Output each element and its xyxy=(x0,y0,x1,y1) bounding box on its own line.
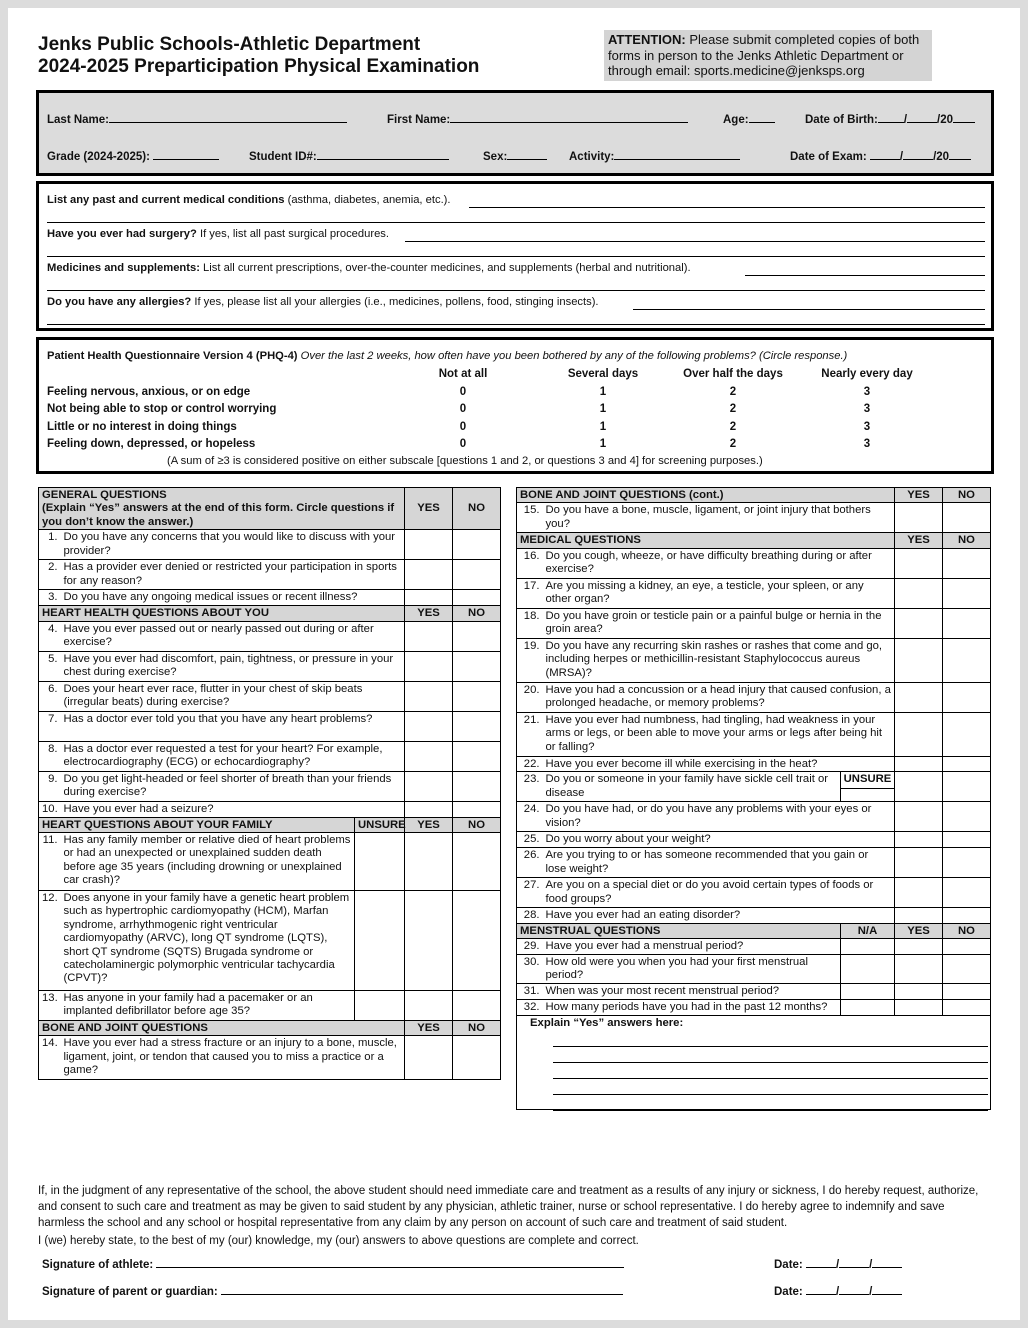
section-header-row xyxy=(517,923,991,938)
yes-answer-cell[interactable] xyxy=(895,772,943,802)
question-text: Do you have had, or do you have any problems with your eyes or vision? xyxy=(543,802,895,832)
question-number: 6. xyxy=(39,681,61,711)
phq4-response-option[interactable]: 2 xyxy=(729,437,737,450)
column-header: NO xyxy=(453,817,501,832)
question-text: How many periods have you had in the past 12 months? xyxy=(543,999,841,1015)
athlete-signature-label: Signature of athlete: xyxy=(42,1259,154,1271)
yes-answer-cell[interactable] xyxy=(405,741,453,771)
question-row xyxy=(39,1036,501,1080)
yes-answer-cell[interactable] xyxy=(895,832,943,848)
no-answer-cell[interactable] xyxy=(453,833,501,891)
question-row xyxy=(517,878,991,908)
phq4-response-option[interactable]: 0 xyxy=(459,386,467,398)
no-answer-cell[interactable] xyxy=(943,503,991,533)
question-text: Has anyone in your family had a pacemaker or an implanted defibrillator before age 35? xyxy=(61,991,355,1021)
no-answer-cell[interactable] xyxy=(943,999,991,1015)
question-text: Are you trying to or has someone recommended that you gain or lose weight? xyxy=(543,848,895,878)
yes-answer-cell[interactable] xyxy=(405,991,453,1021)
yes-answer-cell[interactable] xyxy=(405,560,453,590)
yes-answer-cell[interactable] xyxy=(895,548,943,578)
column-header: NO xyxy=(453,488,501,530)
attention-notice xyxy=(604,30,932,81)
question-text: Does anyone in your family have a genetic heart problem such as hypertrophic cardiomyopathy (HCM), Marfan syndrome, arrhythmogenic right ventricular cardiomyopathy (ARVC), long QT syndrome (LQTS), short QT syndrome (SQTS) Brugada syndrome or catecholaminergic polymorphic ventricular tachycardia (CPVT)? xyxy=(61,891,355,991)
activity-label: Activity: xyxy=(569,151,615,163)
question-number: 26. xyxy=(517,848,543,878)
last-name-field[interactable] xyxy=(47,111,347,126)
left-questions-table xyxy=(38,487,501,1080)
question-row xyxy=(517,756,991,771)
grade-label: Grade (2024-2025): xyxy=(47,151,150,163)
section-title: BONE AND JOINT QUESTIONS (cont.) xyxy=(517,488,895,503)
general-questions-title: GENERAL QUESTIONS (Explain “Yes” answers at the end of this form. Circle questions if you don’t know the answer.) xyxy=(39,488,405,530)
medicines-prompt: Medicines and supplements: List all current prescriptions, over-the-counter medicines, and supplements (herbal and nutritional). xyxy=(47,262,691,274)
student-info-box xyxy=(36,90,994,176)
yes-answer-cell[interactable] xyxy=(895,908,943,923)
section-header-row xyxy=(517,488,991,503)
grade-field[interactable] xyxy=(47,148,219,163)
dob-field[interactable]: Date of Birth: / /20 xyxy=(805,111,975,126)
section-header-row xyxy=(39,1021,501,1036)
question-row xyxy=(39,991,501,1021)
statement-line: I (we) hereby state, to the best of my (our) knowledge, my (our) answers to above questions are complete and correct. xyxy=(38,1235,639,1247)
question-row xyxy=(39,711,501,741)
form-page xyxy=(8,8,1020,1320)
phq4-column-header: Several days xyxy=(567,368,639,380)
no-answer-cell[interactable] xyxy=(943,848,991,878)
phq4-box xyxy=(36,337,994,474)
question-text: Has a doctor ever told you that you have any heart problems? xyxy=(61,711,405,741)
no-answer-cell[interactable] xyxy=(943,682,991,712)
question-text: Have you ever become ill while exercising in the heat? xyxy=(543,756,895,771)
question-row xyxy=(517,772,991,802)
column-header: NO xyxy=(943,923,991,938)
phq4-response-option[interactable]: 1 xyxy=(599,420,607,433)
question-text: Have you had a concussion or a head injury that caused confusion, a prolonged headache, or memory problems? xyxy=(543,682,895,712)
activity-field[interactable] xyxy=(569,148,740,163)
question-text: Do you have any ongoing medical issues or recent illness? xyxy=(61,590,405,606)
question-row xyxy=(39,590,501,606)
question-row xyxy=(517,848,991,878)
question-row xyxy=(517,955,991,984)
question-text: Do you or someone in your family have sickle cell trait or disease xyxy=(543,772,841,802)
yes-answer-cell[interactable] xyxy=(895,578,943,608)
question-text: Do you cough, wheeze, or have difficulty breathing during or after exercise? xyxy=(543,548,895,578)
no-answer-cell[interactable] xyxy=(943,939,991,955)
question-number: 14. xyxy=(39,1036,61,1080)
question-number: 15. xyxy=(517,503,543,533)
question-row xyxy=(39,771,501,801)
yes-answer-cell[interactable] xyxy=(895,983,943,999)
question-number: 7. xyxy=(39,711,61,741)
question-number: 24. xyxy=(517,802,543,832)
question-number: 8. xyxy=(39,741,61,771)
column-header: YES xyxy=(895,488,943,503)
sex-field[interactable] xyxy=(483,148,547,163)
phq4-response-option[interactable]: 0 xyxy=(459,420,467,433)
column-header: NO xyxy=(453,1021,501,1036)
question-text: Has a provider ever denied or restricted your participation in sports for any reason? xyxy=(61,560,405,590)
surgery-line-2[interactable] xyxy=(47,256,985,257)
phq4-response-option[interactable]: 3 xyxy=(863,420,871,433)
question-text: How old were you when you had your first menstrual period? xyxy=(543,955,841,984)
no-answer-cell[interactable] xyxy=(943,878,991,908)
yes-answer-cell[interactable] xyxy=(895,999,943,1015)
question-row xyxy=(517,939,991,955)
phq4-response-option[interactable]: 3 xyxy=(863,386,871,398)
no-answer-cell[interactable] xyxy=(943,548,991,578)
question-number: 1. xyxy=(39,530,61,560)
question-row xyxy=(39,681,501,711)
yes-answer-cell[interactable] xyxy=(895,939,943,955)
section-title: BONE AND JOINT QUESTIONS xyxy=(39,1021,405,1036)
explain-line[interactable] xyxy=(553,1094,988,1095)
last-name-label: Last Name: xyxy=(47,114,109,126)
yes-answer-cell[interactable] xyxy=(405,771,453,801)
section-title: MENSTRUAL QUESTIONS xyxy=(517,923,841,938)
na-answer-cell[interactable] xyxy=(841,939,895,955)
column-header: N/A xyxy=(841,923,895,938)
question-text: Do you have groin or testicle pain or a painful bulge or hernia in the groin area? xyxy=(543,608,895,638)
phq4-column-header: Over half the days xyxy=(683,368,783,380)
phq4-response-option[interactable]: 2 xyxy=(729,403,737,416)
no-answer-cell[interactable] xyxy=(453,590,501,606)
question-text: Have you ever had numbness, had tingling, had weakness in your arms or legs, or been able to move your arms or legs after being hit or falling? xyxy=(543,712,895,756)
question-text: Does your heart ever race, flutter in your chest of skip beats (irregular beats) during exercise? xyxy=(61,681,405,711)
athlete-date-field[interactable]: Date: / / xyxy=(774,1256,902,1271)
age-label: Age: xyxy=(723,114,749,126)
yes-answer-cell[interactable] xyxy=(895,503,943,533)
attention-text: Please submit completed copies of both forms in person to the Jenks Athletic Department or through email: sports.medicine@jenksps.org xyxy=(608,32,920,78)
medical-history-box xyxy=(36,181,994,331)
column-header: YES xyxy=(895,923,943,938)
question-text: When was your most recent menstrual period? xyxy=(543,983,841,999)
question-number: 11. xyxy=(39,833,61,891)
question-text: Do you get light-headed or feel shorter of breath than your friends during exercise? xyxy=(61,771,405,801)
question-text: Have you ever had a seizure? xyxy=(61,801,405,817)
yes-answer-cell[interactable] xyxy=(405,651,453,681)
section-header-row xyxy=(39,606,501,621)
phq4-response-option[interactable]: 0 xyxy=(459,437,467,450)
explain-yes-area[interactable] xyxy=(517,1015,991,1109)
no-answer-cell[interactable] xyxy=(943,802,991,832)
no-answer-cell[interactable] xyxy=(943,983,991,999)
yes-answer-cell[interactable] xyxy=(895,848,943,878)
question-row xyxy=(39,530,501,560)
question-number: 20. xyxy=(517,682,543,712)
no-answer-cell[interactable] xyxy=(453,560,501,590)
phq4-response-option[interactable]: 1 xyxy=(599,437,607,450)
no-answer-cell[interactable] xyxy=(453,741,501,771)
title-line-1: Jenks Public Schools-Athletic Department xyxy=(38,34,421,55)
question-number: 13. xyxy=(39,991,61,1021)
phq4-response-option[interactable]: 0 xyxy=(459,403,467,416)
no-answer-cell[interactable] xyxy=(943,578,991,608)
yes-answer-cell[interactable] xyxy=(405,530,453,560)
surgery-prompt: Have you ever had surgery? If yes, list all past surgical procedures. xyxy=(47,228,389,240)
question-row xyxy=(517,712,991,756)
unsure-answer-cell[interactable] xyxy=(355,833,405,891)
question-text: Do you have any concerns that you would like to discuss with your provider? xyxy=(61,530,405,560)
phq4-row-label: Feeling nervous, anxious, or on edge xyxy=(47,386,251,398)
no-answer-cell[interactable] xyxy=(453,711,501,741)
question-text: Do you have any recurring skin rashes or rashes that come and go, including herpes or methicillin-resistant Staphylococcus aureus (MRSA)? xyxy=(543,638,895,682)
yes-answer-cell[interactable] xyxy=(405,681,453,711)
exam-date-label: Date of Exam: xyxy=(790,151,867,163)
phq4-row-label: Feeling down, depressed, or hopeless xyxy=(47,437,256,450)
unsure-label: UNSURE xyxy=(841,772,894,788)
consent-paragraph: If, in the judgment of any representative of the school, the above student should need immediate care and treatment as a results of any injury or sickness, I do hereby request, authorize, and consent to such care and treatment as may be given to said student by any physician, athletic trainer, nurse or school representative. I do hereby agree to indemnify and save harmless the school and any school or hospital representative from any claim by any person on account of such care and treatment of said student. xyxy=(38,1185,979,1229)
medicines-line-1[interactable] xyxy=(745,275,985,276)
na-answer-cell[interactable] xyxy=(841,999,895,1015)
dob-label: Date of Birth: xyxy=(805,114,878,126)
question-row xyxy=(517,578,991,608)
yes-answer-cell[interactable] xyxy=(405,711,453,741)
athlete-signature-field[interactable] xyxy=(42,1256,624,1271)
section-header-row xyxy=(39,488,501,530)
question-row xyxy=(39,801,501,817)
question-number: 3. xyxy=(39,590,61,606)
question-text: Have you ever had discomfort, pain, tightness, or pressure in your chest during exercise? xyxy=(61,651,405,681)
yes-answer-cell[interactable] xyxy=(895,682,943,712)
question-text: Has any family member or relative died of heart problems or had an unexpected or unexplained sudden death before age 35 years (including drowning or unexplained car crash)? xyxy=(61,833,355,891)
question-number: 17. xyxy=(517,578,543,608)
allergies-line-2[interactable] xyxy=(47,324,985,325)
question-number: 2. xyxy=(39,560,61,590)
form-title xyxy=(38,34,479,78)
question-number: 28. xyxy=(517,908,543,923)
question-number: 18. xyxy=(517,608,543,638)
no-answer-cell[interactable] xyxy=(453,681,501,711)
explain-line[interactable] xyxy=(553,1110,988,1111)
yes-answer-cell[interactable] xyxy=(895,878,943,908)
phq4-row-label: Little or no interest in doing things xyxy=(47,420,237,433)
question-number: 31. xyxy=(517,983,543,999)
sex-label: Sex: xyxy=(483,151,508,163)
parent-date-field[interactable]: Date: / / xyxy=(774,1283,902,1298)
surgery-line-1[interactable] xyxy=(405,241,985,242)
question-row xyxy=(517,638,991,682)
question-row xyxy=(39,560,501,590)
phq4-response-option[interactable]: 1 xyxy=(599,403,607,416)
question-text: Are you missing a kidney, an eye, a testicle, your spleen, or any other organ? xyxy=(543,578,895,608)
column-header: NO xyxy=(943,533,991,548)
question-number: 19. xyxy=(517,638,543,682)
student-id-label: Student ID#: xyxy=(249,151,317,163)
no-answer-cell[interactable] xyxy=(453,801,501,817)
phq4-column-header: Nearly every day xyxy=(821,368,913,380)
title-line-2: 2024-2025 Preparticipation Physical Examination xyxy=(38,56,480,77)
no-answer-cell[interactable] xyxy=(453,891,501,991)
question-row xyxy=(517,983,991,999)
phq4-response-option[interactable]: 2 xyxy=(729,420,737,433)
question-row xyxy=(39,833,501,891)
no-answer-cell[interactable] xyxy=(943,772,991,802)
question-number: 5. xyxy=(39,651,61,681)
yes-answer-cell[interactable] xyxy=(405,891,453,991)
question-row xyxy=(517,548,991,578)
explain-line[interactable] xyxy=(553,1062,988,1063)
question-text: Have you ever had a menstrual period? xyxy=(543,939,841,955)
no-answer-cell[interactable] xyxy=(453,651,501,681)
yes-answer-cell[interactable] xyxy=(895,802,943,832)
parent-date-label: Date: xyxy=(774,1286,803,1298)
yes-answer-cell[interactable] xyxy=(895,638,943,682)
question-row xyxy=(517,608,991,638)
no-answer-cell[interactable] xyxy=(453,1036,501,1080)
question-text: Do you worry about your weight? xyxy=(543,832,895,848)
explain-label: Explain “Yes” answers here: xyxy=(530,1016,684,1029)
explain-line[interactable] xyxy=(553,1046,988,1047)
column-header: UNSURE xyxy=(355,817,405,832)
conditions-line-1[interactable] xyxy=(469,207,985,208)
question-row xyxy=(517,908,991,923)
question-row xyxy=(39,651,501,681)
phq4-column-header: Not at all xyxy=(438,368,488,380)
question-row xyxy=(39,621,501,651)
column-header: YES xyxy=(405,817,453,832)
question-row xyxy=(517,832,991,848)
conditions-line-2[interactable] xyxy=(47,222,985,223)
phq4-response-option[interactable]: 3 xyxy=(863,403,871,416)
no-answer-cell[interactable] xyxy=(943,756,991,771)
athlete-date-label: Date: xyxy=(774,1259,803,1271)
question-number: 32. xyxy=(517,999,543,1015)
no-answer-cell[interactable] xyxy=(453,991,501,1021)
no-answer-cell[interactable] xyxy=(943,608,991,638)
first-name-label: First Name: xyxy=(387,114,451,126)
no-answer-cell[interactable] xyxy=(453,530,501,560)
no-answer-cell[interactable] xyxy=(453,771,501,801)
phq4-row-label: Not being able to stop or control worrying xyxy=(47,403,277,416)
question-number: 4. xyxy=(39,621,61,651)
question-text: Have you ever had an eating disorder? xyxy=(543,908,895,923)
right-questions-table xyxy=(516,487,991,1110)
phq4-response-option[interactable]: 2 xyxy=(729,386,737,398)
question-number: 29. xyxy=(517,939,543,955)
question-number: 27. xyxy=(517,878,543,908)
section-header-row xyxy=(517,533,991,548)
yes-answer-cell[interactable] xyxy=(895,756,943,771)
phq4-title: Patient Health Questionnaire Version 4 (PHQ-4) Over the last 2 weeks, how often have you been bothered by any of the following problems? (Circle response.) xyxy=(47,350,848,362)
no-answer-cell[interactable] xyxy=(943,712,991,756)
phq4-response-option[interactable]: 3 xyxy=(863,437,871,450)
section-title: HEART HEALTH QUESTIONS ABOUT YOU xyxy=(39,606,405,621)
question-row xyxy=(517,682,991,712)
phq4-note: (A sum of ≥3 is considered positive on either subscale [questions 1 and 2, or questions 3 and 4] for screening purposes.) xyxy=(167,455,763,467)
na-answer-cell[interactable] xyxy=(841,983,895,999)
question-text: Do you have a bone, muscle, ligament, or joint injury that bothers you? xyxy=(543,503,895,533)
no-answer-cell[interactable] xyxy=(453,621,501,651)
column-header: YES xyxy=(405,1021,453,1036)
column-header: NO xyxy=(453,606,501,621)
unsure-answer-cell[interactable] xyxy=(841,772,895,802)
unsure-answer-cell[interactable] xyxy=(355,891,405,991)
exam-date-suffix: /20 xyxy=(933,151,950,163)
question-row xyxy=(39,741,501,771)
dob-suffix: /20 xyxy=(937,114,954,126)
medicines-line-2[interactable] xyxy=(47,290,985,291)
yes-answer-cell[interactable] xyxy=(895,712,943,756)
section-title: HEART QUESTIONS ABOUT YOUR FAMILY xyxy=(39,817,355,832)
column-header: NO xyxy=(943,488,991,503)
question-number: 16. xyxy=(517,548,543,578)
question-number: 22. xyxy=(517,756,543,771)
attention-label: ATTENTION: xyxy=(608,32,686,47)
no-answer-cell[interactable] xyxy=(943,638,991,682)
yes-answer-cell[interactable] xyxy=(405,833,453,891)
no-answer-cell[interactable] xyxy=(943,955,991,984)
yes-answer-cell[interactable] xyxy=(405,590,453,606)
section-header-row xyxy=(39,817,501,832)
age-field[interactable] xyxy=(723,111,775,126)
allergies-prompt: Do you have any allergies? If yes, please list all your allergies (i.e., medicines, pollens, food, stinging insects). xyxy=(47,296,599,308)
explain-line[interactable] xyxy=(553,1078,988,1079)
yes-answer-cell[interactable] xyxy=(405,1036,453,1080)
allergies-line-1[interactable] xyxy=(633,309,985,310)
question-text: Has a doctor ever requested a test for your heart? For example, electrocardiography (ECG) or echocardiography? xyxy=(61,741,405,771)
first-name-field[interactable] xyxy=(387,111,688,126)
phq4-response-option[interactable]: 1 xyxy=(599,386,607,398)
question-number: 10. xyxy=(39,801,61,817)
question-text: Are you on a special diet or do you avoid certain types of foods or food groups? xyxy=(543,878,895,908)
section-title: MEDICAL QUESTIONS xyxy=(517,533,895,548)
question-number: 12. xyxy=(39,891,61,991)
yes-answer-cell[interactable] xyxy=(895,608,943,638)
column-header: YES xyxy=(405,488,453,530)
explain-row xyxy=(517,1015,991,1109)
no-answer-cell[interactable] xyxy=(943,832,991,848)
question-number: 23. xyxy=(517,772,543,802)
student-id-field[interactable] xyxy=(249,148,449,163)
question-row xyxy=(517,503,991,533)
parent-signature-field[interactable] xyxy=(42,1283,623,1298)
na-answer-cell[interactable] xyxy=(841,955,895,984)
question-number: 21. xyxy=(517,712,543,756)
question-number: 25. xyxy=(517,832,543,848)
unsure-answer-cell[interactable] xyxy=(355,991,405,1021)
yes-answer-cell[interactable] xyxy=(405,621,453,651)
parent-signature-label: Signature of parent or guardian: xyxy=(42,1286,218,1298)
question-text: Have you ever passed out or nearly passed out during or after exercise? xyxy=(61,621,405,651)
column-header: YES xyxy=(895,533,943,548)
yes-answer-cell[interactable] xyxy=(895,955,943,984)
question-row xyxy=(517,999,991,1015)
no-answer-cell[interactable] xyxy=(943,908,991,923)
question-row xyxy=(517,802,991,832)
question-number: 30. xyxy=(517,955,543,984)
question-text: Have you ever had a stress fracture or an injury to a bone, muscle, ligament, joint, or tendon that caused you to miss a practice or a game? xyxy=(61,1036,405,1080)
question-number: 9. xyxy=(39,771,61,801)
question-row xyxy=(39,891,501,991)
column-header: YES xyxy=(405,606,453,621)
conditions-prompt: List any past and current medical conditions (asthma, diabetes, anemia, etc.). xyxy=(47,194,451,206)
exam-date-field[interactable]: Date of Exam: / /20 xyxy=(790,148,971,163)
yes-answer-cell[interactable] xyxy=(405,801,453,817)
